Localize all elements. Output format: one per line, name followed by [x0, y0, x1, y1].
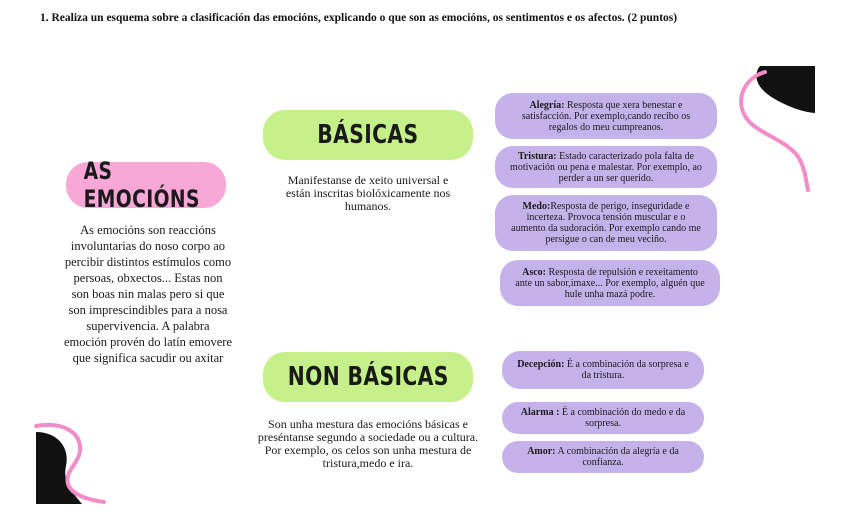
bubble-alarma [502, 402, 704, 434]
emotion-text: Resposta que xera benestar e satisfacción. Por exemplo,cando recibo os regalos do meu cumpreanos. [521, 99, 691, 133]
main-title: AS EMOCIÓNS [83, 157, 200, 213]
bubble-medo [495, 195, 717, 251]
bubble-amor [502, 441, 704, 473]
emotion-text: Resposta de perigo, inseguridade e incerteza. Provoca tensión muscular e o aumento da sudoración. Por exemplo cando me persigue o can de meu veciño. [511, 201, 701, 245]
basic-description: Manifestanse de xeito universal e están inscritas biolóxicamente nos humanos. [285, 173, 451, 213]
emotion-name: Medo: [522, 201, 551, 212]
emotion-text: A combinación da alegría e da confianza. [555, 446, 679, 468]
emotion-name: Tristura: [517, 150, 557, 162]
main-title-pill [66, 157, 226, 213]
bubble-tristura [495, 146, 717, 188]
emotion-text: Estado caracterizado pola falta de motivación ou pena e malestar. Por exemplo, ao perder a un ser querido. [510, 150, 702, 184]
emotion-text: É a combinación da sorpresa e da tristura. [564, 359, 689, 381]
emotion-text: Resposta de repulsión e rexeitamento ante un sabor,imaxe... Por exemplo, alguén que hule unha mazá podre. [515, 266, 705, 300]
basic-title: BÁSICAS [317, 120, 419, 150]
nonbasic-description: Son unha mestura das emocións básicas e preséntanse segundo a sociedade ou a cultura. Por exemplo, os celos son unha mestura de tristura,medo e ira. [257, 417, 479, 470]
bubble-decepcion [502, 351, 704, 389]
emotion-text: É a combinación do medo e da sorpresa. [559, 407, 686, 429]
bubble-asco [500, 260, 720, 306]
main-definition: As emocións son reaccións involuntarias do noso corpo ao percibir distintos estímulos como persoas, obxectos... Estas non son boas nin malas pero si que son imprescindibles para a nosa supervivencia. A palabra emoción provén do latín emovere que significa sacudir ou axitar [64, 223, 232, 365]
emotion-name: Decepción: [517, 359, 565, 370]
nonbasic-title: NON BÁSICAS [287, 362, 449, 392]
nonbasic-title-pill [263, 352, 473, 402]
bubble-alegria [495, 93, 717, 139]
basic-title-pill [263, 110, 473, 160]
emotion-name: Amor: [527, 446, 556, 457]
emotion-name: Asco: [522, 266, 546, 278]
emotion-name: Alegría: [529, 99, 565, 111]
emotion-name: Alarma : [520, 407, 560, 418]
question-text: 1. Realiza un esquema sobre a clasificación das emocións, explicando o que son as emocións, os sentimentos e os afectos. (2 puntos) [40, 12, 678, 24]
